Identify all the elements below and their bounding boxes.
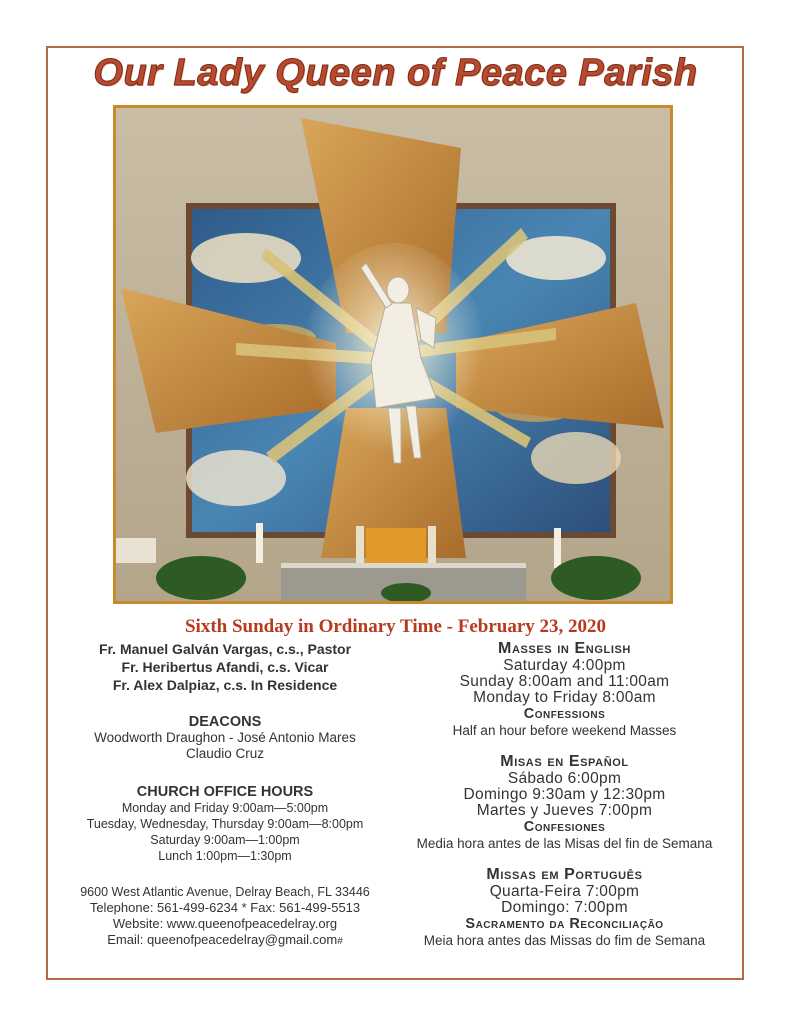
spanish-mass-time: Sábado 6:00pm: [507, 770, 622, 787]
portuguese-masses-heading: Missas em Português: [486, 866, 643, 883]
mass-schedule-column: [392, 640, 737, 949]
parish-phone-fax: Telephone: 561-499-6234 * Fax: 561-499-5513: [89, 900, 361, 915]
portuguese-mass-time: Domingo: 7:00pm: [501, 899, 628, 916]
portuguese-reconciliation-note: Meia hora antes das Missas do fim de Semana: [423, 933, 706, 948]
parish-email: Email: queenofpeacedelray@gmail.com: [107, 932, 338, 947]
sanctuary-photo: [113, 105, 673, 604]
deacons-heading: DEACONS: [188, 714, 262, 730]
english-mass-time: Sunday 8:00am and 11:00am: [459, 673, 670, 690]
church-sanctuary-image: [116, 108, 670, 601]
clergy-list: [50, 640, 400, 694]
spanish-confessions-note: Media hora antes de las Misas del fin de Semana: [416, 836, 713, 851]
english-mass-time: Saturday 4:00pm: [503, 657, 626, 674]
office-hours-heading: CHURCH OFFICE HOURS: [136, 784, 314, 800]
liturgical-date-heading: Sixth Sunday in Ordinary Time - February 23, 2020: [184, 616, 607, 637]
spanish-mass-time: Martes y Jueves 7:00pm: [476, 802, 653, 819]
deacons-names-line2: Claudio Cruz: [185, 746, 265, 761]
office-hours-line: Saturday 9:00am—1:00pm: [150, 833, 300, 847]
parish-website: Website: www.queenofpeacedelray.org: [112, 916, 338, 931]
spanish-masses-heading: Misas en Español: [500, 753, 629, 770]
email-mark: #: [337, 936, 343, 947]
clergy-pastor: Fr. Manuel Galván Vargas, c.s., Pastor: [98, 641, 352, 657]
office-hours-line: Tuesday, Wednesday, Thursday 9:00am—8:00pm: [86, 817, 364, 831]
clergy-in-residence: Fr. Alex Dalpiaz, c.s. In Residence: [112, 677, 338, 693]
spanish-confessions-heading: Confesiones: [523, 819, 606, 835]
parish-email-row: [50, 932, 400, 950]
english-mass-time: Monday to Friday 8:00am: [473, 689, 656, 706]
clergy-vicar: Fr. Heribertus Afandi, c.s. Vicar: [121, 659, 329, 675]
portuguese-reconciliation-heading: Sacramento da Reconciliação: [465, 916, 664, 932]
parish-title: Our Lady Queen of Peace Parish: [93, 52, 698, 94]
english-confessions-heading: Confessions: [523, 706, 606, 722]
office-hours-line: Lunch 1:00pm—1:30pm: [158, 849, 292, 863]
spanish-mass-time: Domingo 9:30am y 12:30pm: [463, 786, 666, 803]
english-masses-heading: Masses in English: [498, 640, 631, 657]
parish-info-column: [50, 640, 400, 950]
parish-address: 9600 West Atlantic Avenue, Delray Beach, FL 33446: [80, 885, 370, 899]
portuguese-mass-time: Quarta-Feira 7:00pm: [489, 883, 640, 900]
deacons-names-line1: Woodworth Draughon - José Antonio Mares: [94, 730, 356, 745]
office-hours-line: Monday and Friday 9:00am—5:00pm: [121, 801, 329, 815]
english-confessions-note: Half an hour before weekend Masses: [452, 723, 677, 738]
